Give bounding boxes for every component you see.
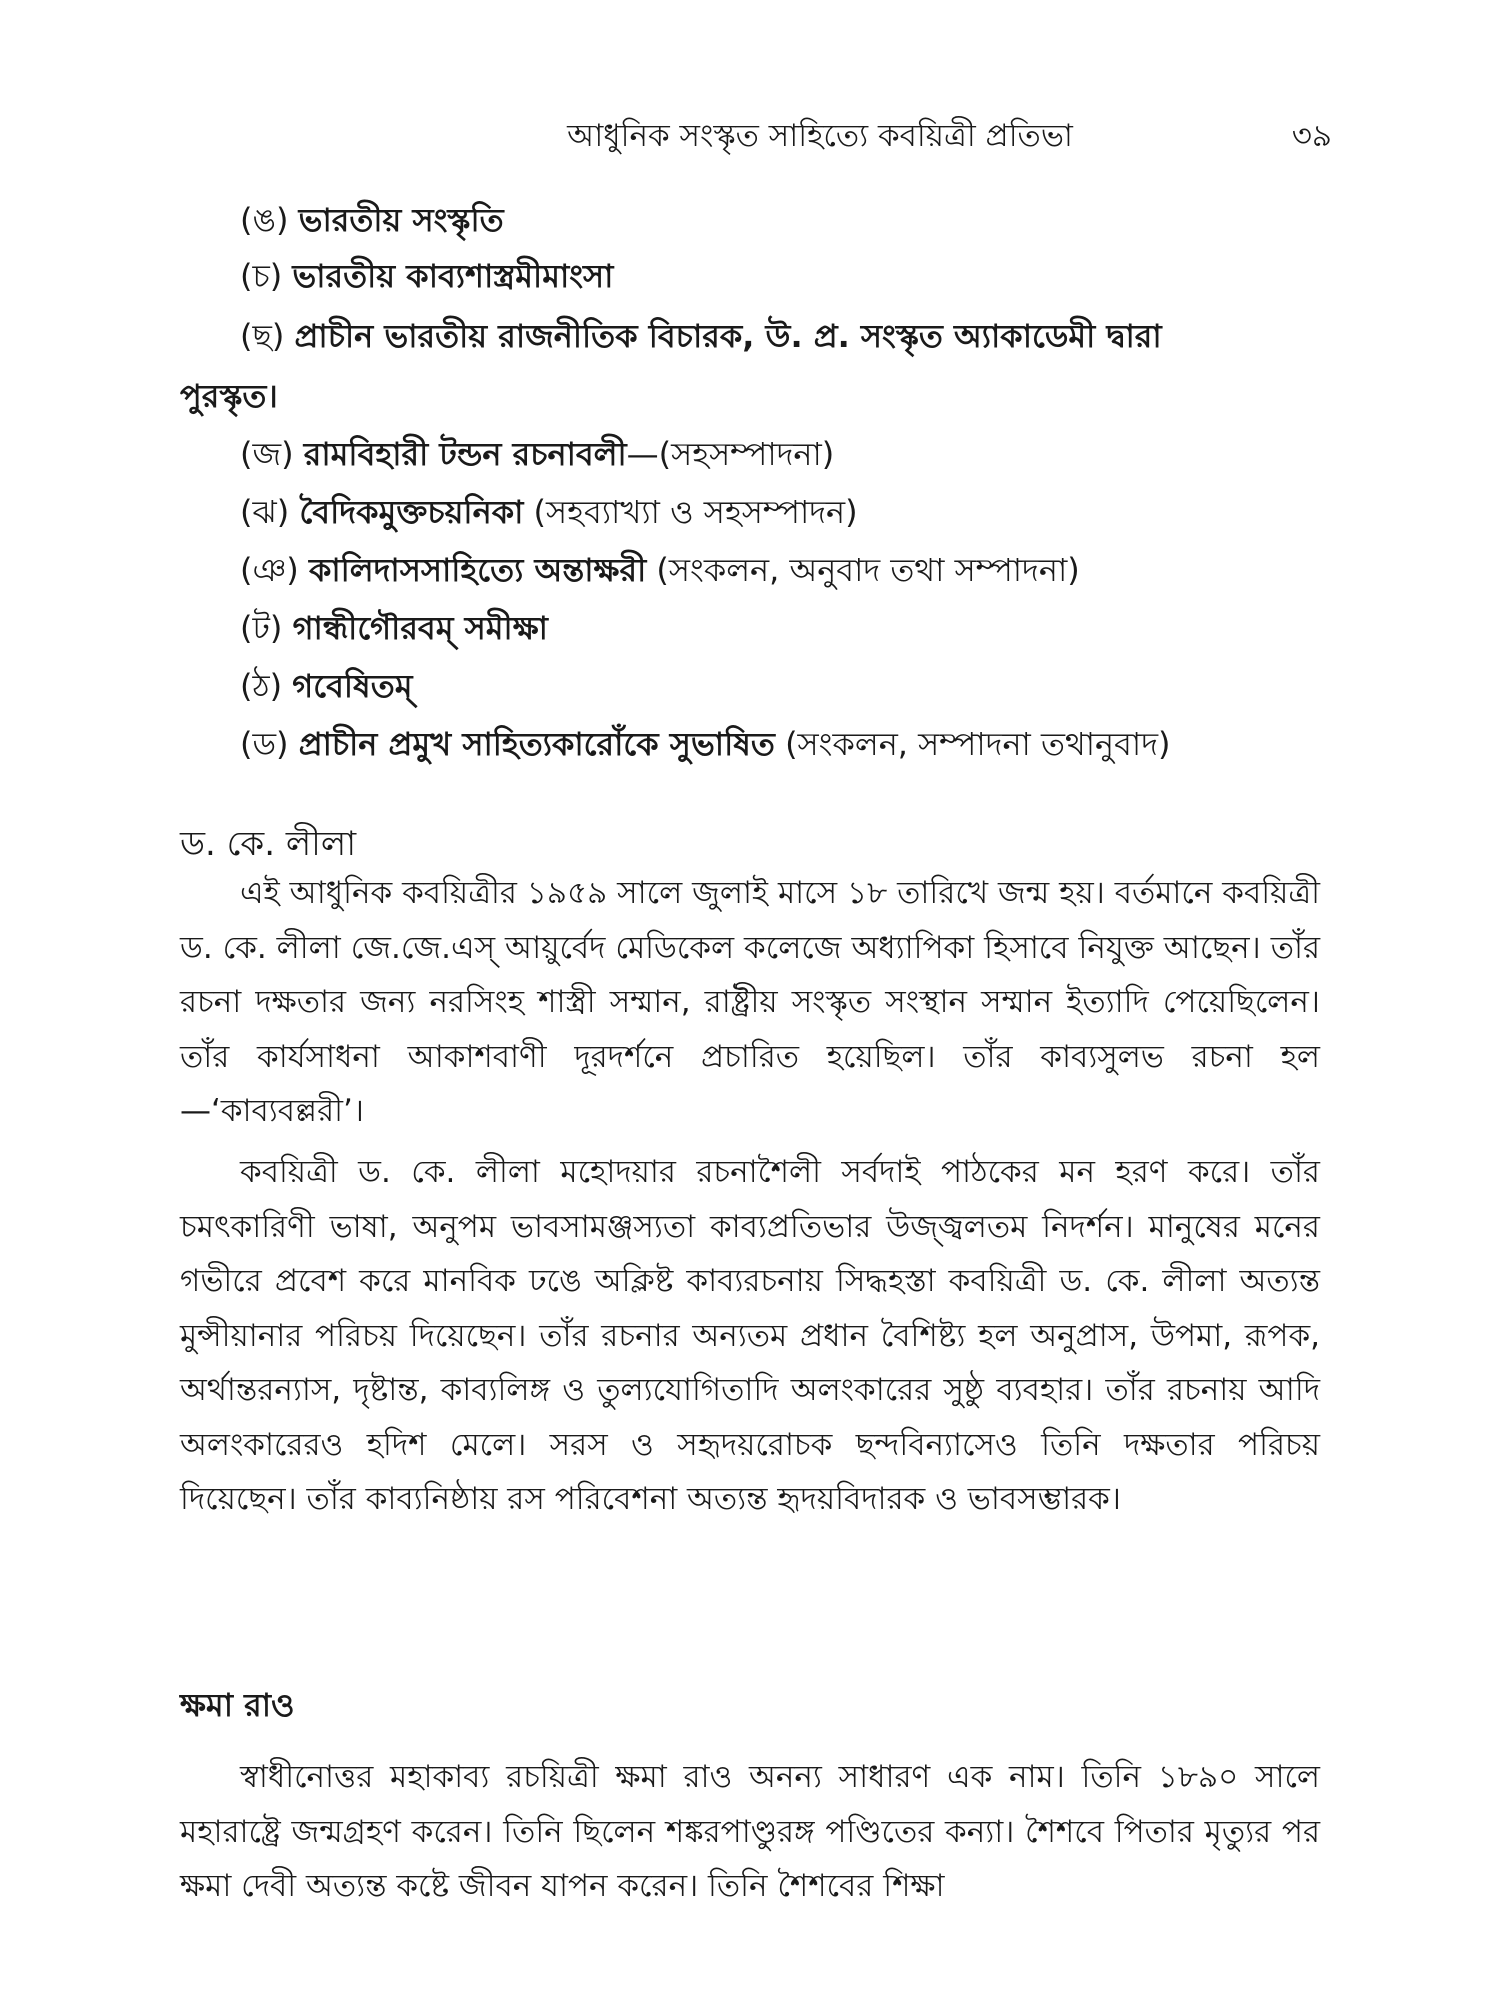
section-heading-kshama: ক্ষমা রাও xyxy=(180,1686,295,1724)
section-heading-leela: ড. কে. লীলা xyxy=(180,824,357,864)
list-marker: (ড) xyxy=(240,725,289,763)
page-number: ৩৯ xyxy=(1291,118,1332,154)
work-title: ভারতীয় সংস্কৃতি xyxy=(298,201,504,239)
list-item xyxy=(240,606,548,650)
work-title: প্রাচীন ভারতীয় রাজনীতিক বিচারক, উ. প্র. সংস্কৃত অ্যাকাডেমী দ্বারা xyxy=(294,317,1162,355)
list-item xyxy=(240,432,834,476)
list-item xyxy=(240,722,1171,766)
list-item xyxy=(240,548,1080,592)
list-marker: (ছ) xyxy=(240,317,285,355)
kshama-paragraph-1: স্বাধীনোত্তর মহাকাব্য রচয়িত্রী ক্ষমা রাও অনন্য সাধারণ এক নাম। তিনি ১৮৯০ সালে মহারাষ্ট্রে জন্মগ্রহণ করেন। তিনি ছিলেন শঙ্করপাণ্ডুরঙ্গ পণ্ডিতের কন্যা। শৈশবে পিতার মৃত্যুর পর ক্ষমা দেবী অত্যন্ত কষ্টে জীবন যাপন করেন। তিনি শৈশবের শিক্ষা xyxy=(180,1759,1320,1904)
work-note: (সহব্যাখ্যা ও সহসম্পাদন) xyxy=(533,493,858,531)
work-note: (সংকলন, অনুবাদ তথা সম্পাদনা) xyxy=(656,551,1080,589)
list-item xyxy=(240,198,504,242)
work-title: ভারতীয় কাব্যশাস্ত্রমীমাংসা xyxy=(292,257,614,295)
list-marker: (ট) xyxy=(240,609,283,647)
list-marker: (জ) xyxy=(240,435,294,473)
work-title: বৈদিকমুক্তচয়নিকা xyxy=(299,493,524,531)
work-title: গান্ধীগৌরবম্ সমীক্ষা xyxy=(292,609,548,647)
list-marker: (ঙ) xyxy=(240,201,289,239)
work-title: রামবিহারী টন্ডন রচনাবলী xyxy=(303,435,627,473)
work-note: —(সহসম্পাদনা) xyxy=(626,435,835,473)
list-item xyxy=(240,314,1320,358)
list-item xyxy=(240,254,613,298)
list-marker: (ঠ) xyxy=(240,667,283,705)
list-item xyxy=(240,664,412,708)
leela-paragraph-2: কবয়িত্রী ড. কে. লীলা মহোদয়ার রচনাশৈলী সর্বদাই পাঠকের মন হরণ করে। তাঁর চমৎকারিণী ভাষা, অনুপম ভাবসামঞ্জস্যতা কাব্যপ্রতিভার উজ্জ্বলতম নিদর্শন। মানুষের মনের গভীরে প্রবেশ করে মানবিক ঢঙে অক্লিষ্ট কাব্যরচনায় সিদ্ধহস্তা কবয়িত্রী ড. কে. লীলা অত্যন্ত মুন্সীয়ানার পরিচয় দিয়েছেন। তাঁর রচনার অন্যতম প্রধান বৈশিষ্ট্য হল অনুপ্রাস, উপমা, রূপক, অর্থান্তরন্যাস, দৃষ্টান্ত, কাব্যলিঙ্গ ও তুল্যযোগিতাদি অলংকারের সুষ্ঠু ব্যবহার। তাঁর রচনায় আদি অলংকারেরও হদিশ মেলে। সরস ও সহৃদয়রোচক ছন্দবিন্যাসেও তিনি দক্ষতার পরিচয় দিয়েছেন। তাঁর কাব্যনিষ্ঠায় রস পরিবেশনা অত্যন্ত হৃদয়বিদারক ও ভাবসম্ভারক। xyxy=(180,1154,1320,1517)
list-item xyxy=(240,490,858,534)
list-marker: (ঝ) xyxy=(240,493,290,531)
list-marker: (চ) xyxy=(240,257,283,295)
running-title: আধুনিক সংস্কৃত সাহিত্যে কবয়িত্রী প্রতিভা xyxy=(567,118,1073,154)
list-marker: (ঞ) xyxy=(240,551,299,589)
work-note: (সংকলন, সম্পাদনা তথানুবাদ) xyxy=(785,725,1171,763)
work-title: গবেষিতম্ xyxy=(292,667,413,705)
leela-paragraph-1: এই আধুনিক কবয়িত্রীর ১৯৫৯ সালে জুলাই মাসে ১৮ তারিখে জন্ম হয়। বর্তমানে কবয়িত্রী ড. কে. লীলা জে.জে.এস্ আয়ুর্বেদ মেডিকেল কলেজে অধ্যাপিকা হিসাবে নিযুক্ত আছেন। তাঁর রচনা দক্ষতার জন্য নরসিংহ শাস্ত্রী সম্মান, রাষ্ট্রীয় সংস্কৃত সংস্থান সম্মান ইত্যাদি পেয়েছিলেন। তাঁর কার্যসাধনা আকাশবাণী দূরদর্শনে প্রচারিত হয়েছিল। তাঁর কাব্যসুলভ রচনা হল—‘কাব্যবল্লরী’। xyxy=(180,875,1320,1129)
work-title: প্রাচীন প্রমুখ সাহিত্যকারোঁকে সুভাষিত xyxy=(298,725,775,763)
list-item-continuation: পুরস্কৃত। xyxy=(180,377,278,415)
work-title: কালিদাসসাহিত্যে অন্তাক্ষরী xyxy=(308,551,647,589)
